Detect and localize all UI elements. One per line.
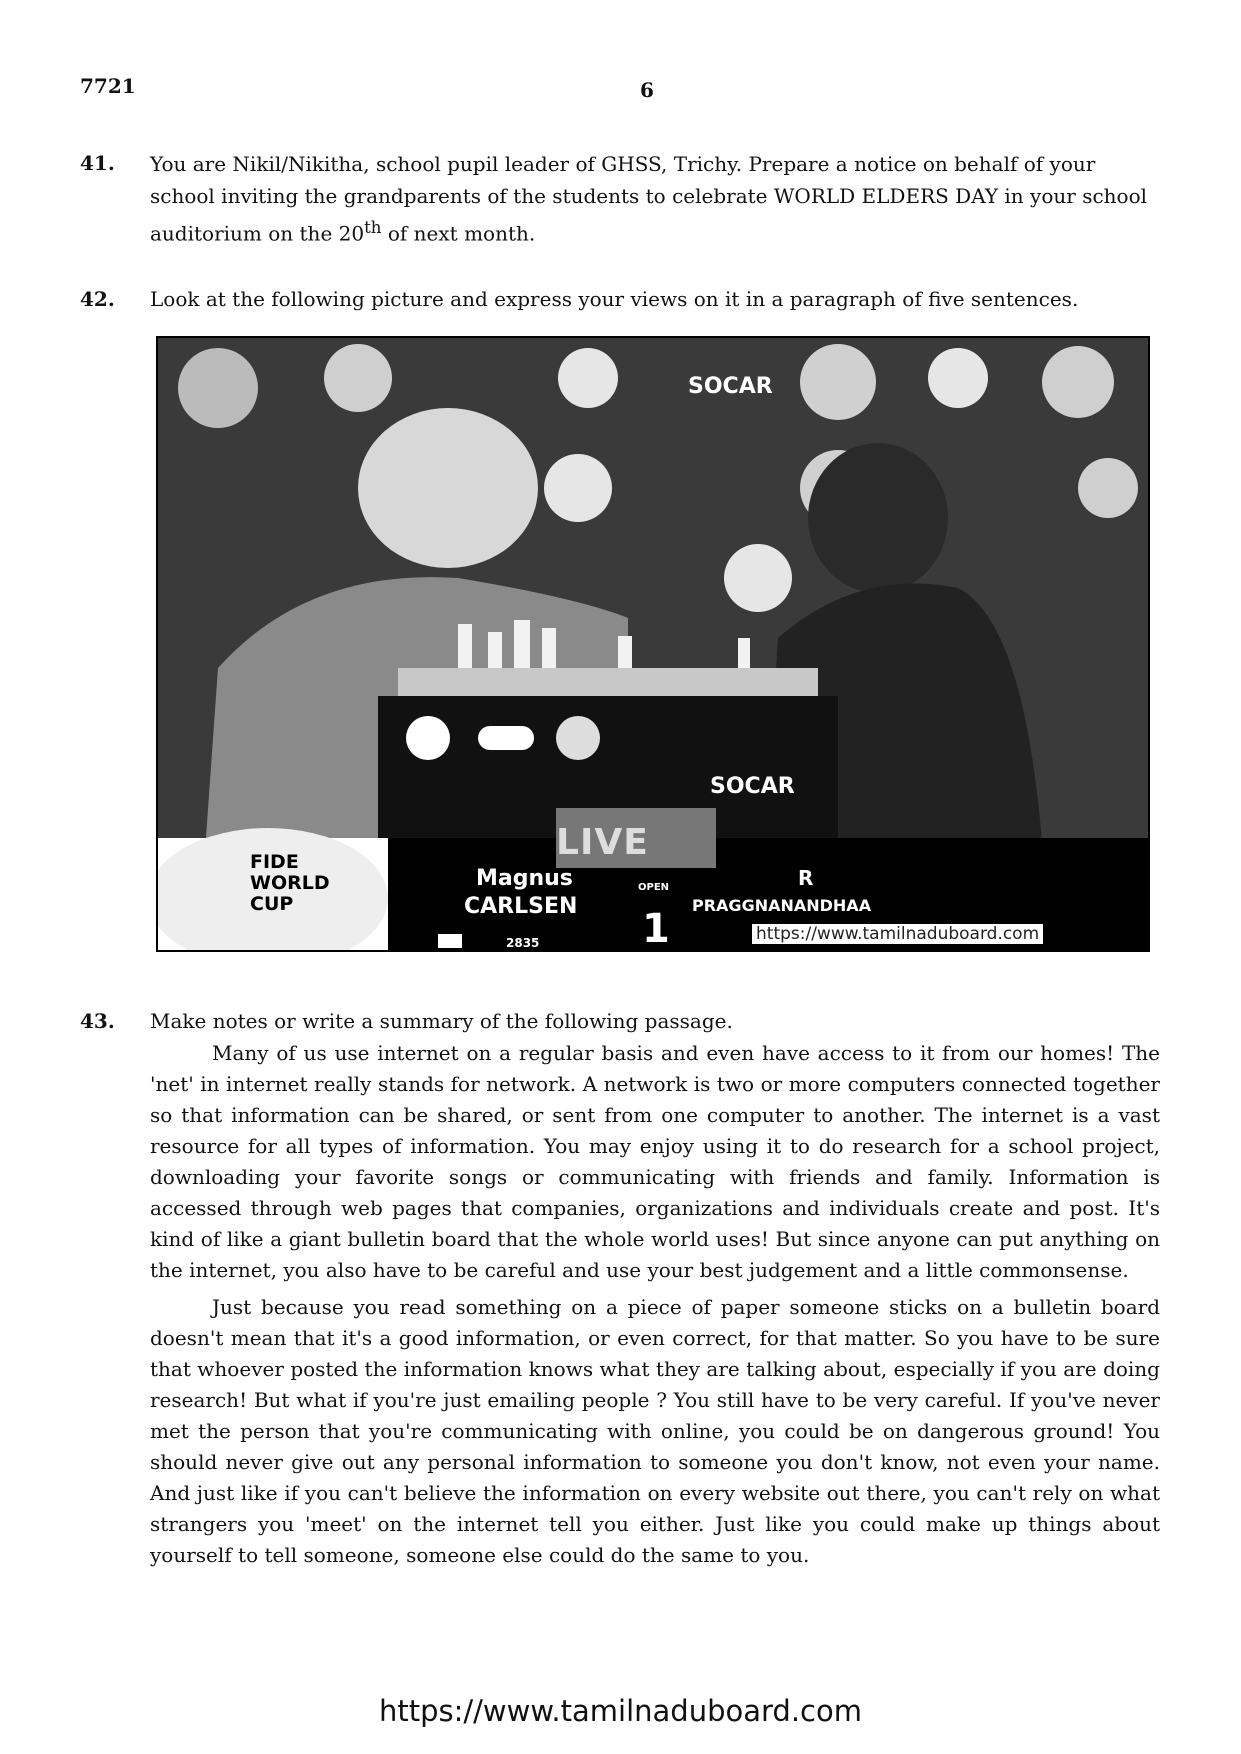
page-number: 6 <box>640 78 654 102</box>
question-text-main: You are Nikil/Nikitha, school pupil leader of GHSS, Trichy. Prepare a notice on behalf of your school inviting the grandparents of the students to celebrate WORLD ELDERS DAY in your school auditorium on the 20 <box>150 152 1148 246</box>
score: 1 <box>642 906 670 952</box>
player1-first-name: Magnus <box>476 866 573 891</box>
photo-watermark-url: https://www.tamilnaduboard.com <box>752 924 1043 944</box>
passage-paragraph-2: Just because you read something on a piece of paper someone sticks on a bulletin board doesn't mean that it's a good information, or even correct, for that matter. So you have to be sure that whoever posted the information knows what they are talking about, especially if you are doing research! But what if you're just emailing people ? You still have to be very careful. If you've never met the person that you're communicating with online, you could be on dangerous ground! You should never give out any personal information to someone you don't know, not even your name. And just like if you can't believe the information on every website out there, you can't rely on what strangers you 'meet' on the internet tell you either. Just like you could make up things about yourself to tell someone, someone else could do the same to you. <box>150 1295 1160 1567</box>
question-text-end: of next month. <box>381 221 536 246</box>
question-number: 42. <box>80 287 115 311</box>
passage-paragraph-1: Many of us use internet on a regular basis and even have access to it from our homes! The 'net' in internet really stands for network. A network is two or more computers connected together so that information can be shared, or sent from one computer to another. The internet is a vast resource for all types of information. You may enjoy using it to do research for a school project, downloading your favorite songs or communicating with friends and family. Information is accessed through web pages that companies, organizations and individuals create and post. It's kind of like a giant bulletin board that the whole world uses! But since anyone can put anything on the internet, you also have to be careful and use your best judgement and a little commonsense. <box>150 1041 1160 1282</box>
question-42 <box>80 284 1160 314</box>
question-41 <box>80 148 1160 250</box>
live-badge: LIVE <box>556 822 649 863</box>
question-text: Look at the following picture and express your views on it in a paragraph of five sentences. <box>150 287 1079 311</box>
player1-last-name: CARLSEN <box>464 894 578 919</box>
footer-website-url: https://www.tamilnaduboard.com <box>378 1694 862 1728</box>
player2-initial: R <box>798 866 814 890</box>
ordinal-suffix: th <box>364 218 382 237</box>
question-text <box>150 148 1160 250</box>
player2-last-name: PRAGGNANANDHAA <box>692 896 872 915</box>
question-body <box>150 1006 1160 1571</box>
paper-code: 7721 <box>80 74 136 98</box>
question-43 <box>80 1006 1160 1577</box>
player1-rating: 2835 <box>506 936 540 950</box>
open-label: OPEN <box>638 882 670 893</box>
question-number: 43. <box>80 1009 115 1033</box>
question-number: 41. <box>80 151 115 175</box>
chess-photo <box>156 336 1150 952</box>
event-label: FIDE WORLD CUP <box>250 851 330 915</box>
backdrop-sponsor-logo: SOCAR <box>688 374 773 399</box>
table-sponsor-logo: SOCAR <box>710 774 795 799</box>
question-intro: Make notes or write a summary of the following passage. <box>150 1009 733 1033</box>
